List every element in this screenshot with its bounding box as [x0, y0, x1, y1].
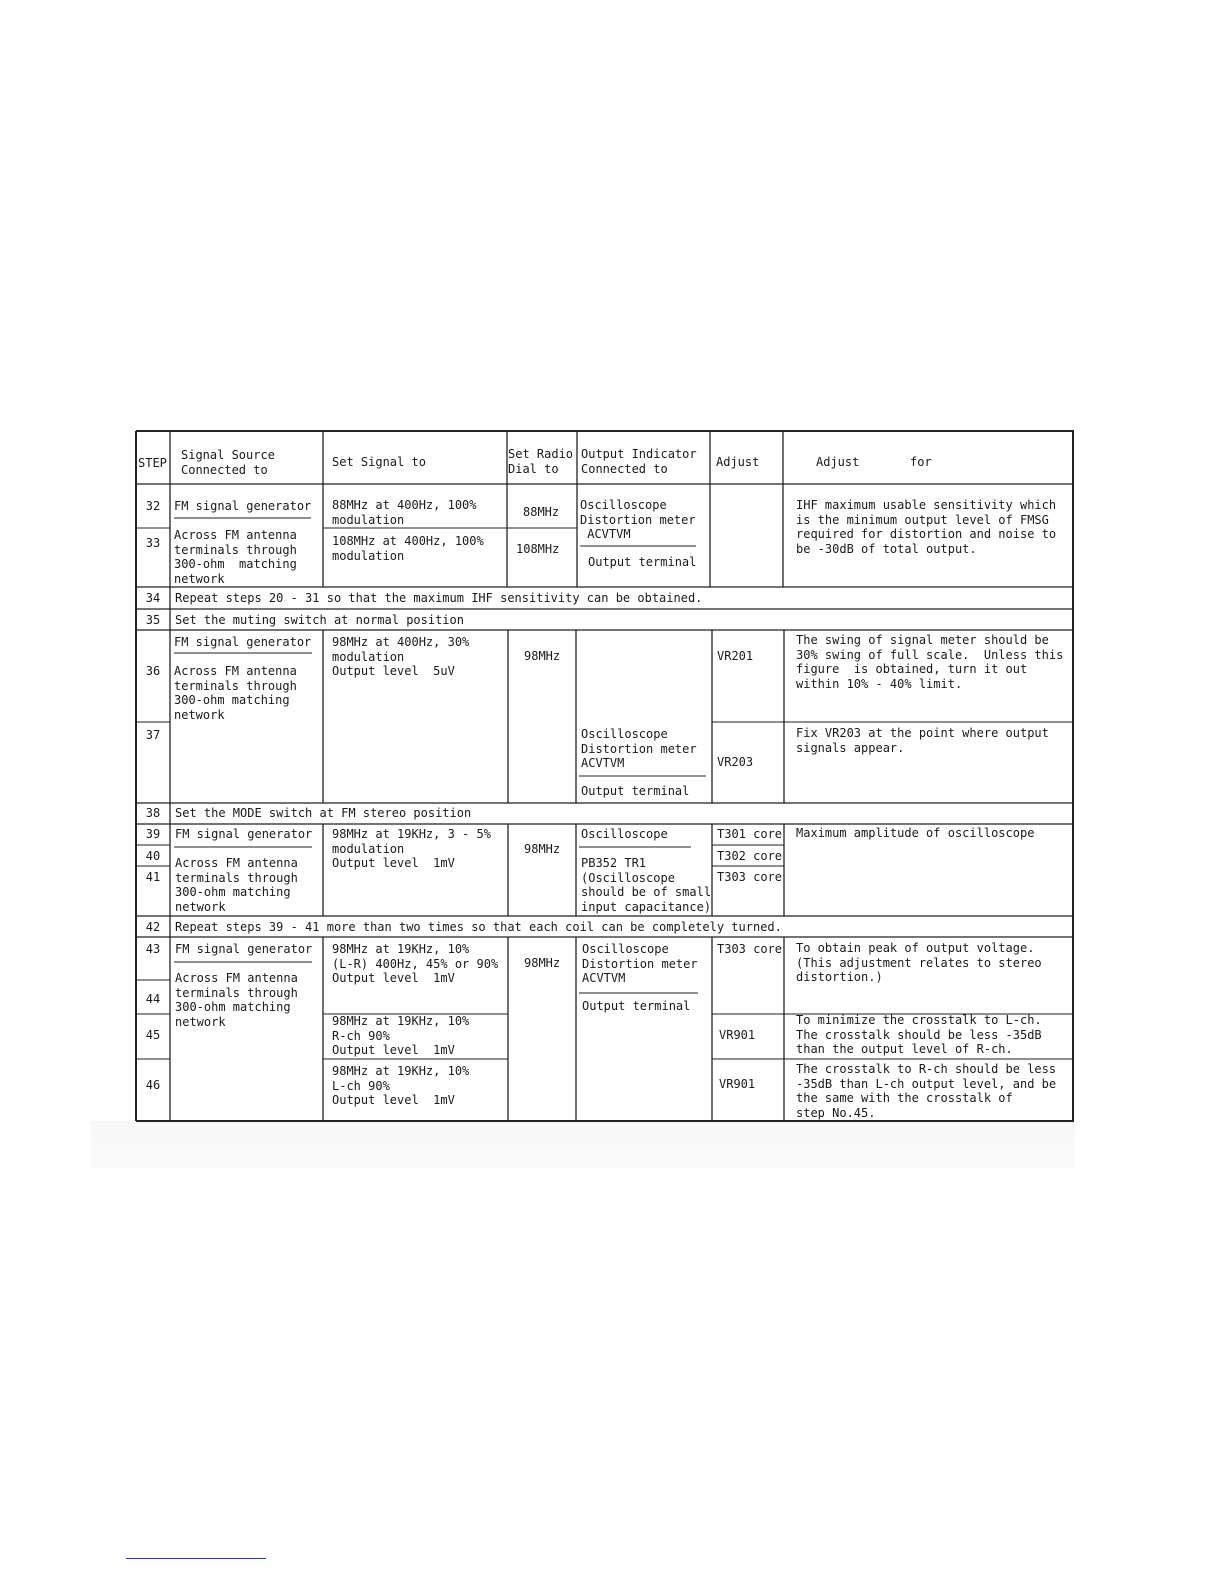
set-signal: 98MHz at 19KHz, 10% (L-R) 400Hz, 45% or 90% Output level 1mV — [332, 942, 499, 985]
radio-dial: 88MHz — [523, 505, 560, 519]
adjust-control: VR901 — [719, 1028, 756, 1042]
adjust-for: The crosstalk to R-ch should be less -35dB than L-ch output level, and be the same with the crosstalk of step No.45. — [796, 1062, 1057, 1120]
radio-dial: 98MHz — [524, 956, 561, 970]
header-set-signal: Set Signal to — [332, 455, 426, 469]
instruction-row: Set the muting switch at normal position — [175, 613, 464, 627]
set-signal: 98MHz at 19KHz, 3 - 5% modulation Output level 1mV — [332, 827, 491, 870]
instruction-row: Repeat steps 39 - 41 more than two times so that each coil can be completely turned. — [175, 920, 782, 934]
step-number: 38 — [145, 806, 161, 820]
radio-dial: 108MHz — [516, 542, 560, 556]
step-number: 46 — [145, 1078, 161, 1092]
step-number: 43 — [145, 942, 161, 956]
adjust-for: Maximum amplitude of oscilloscope — [796, 826, 1035, 840]
output-indicator: Output terminal — [581, 784, 690, 798]
adjust-control: VR203 — [717, 755, 754, 769]
adjust-control: T302 core — [717, 849, 783, 863]
output-indicator: Output terminal — [582, 999, 691, 1013]
header-adjust: Adjust — [716, 455, 760, 469]
radio-dial: 98MHz — [524, 649, 561, 663]
output-indicator: Oscilloscope Distortion meter ACVTVM — [582, 942, 698, 985]
output-indicator: Oscilloscope Distortion meter ACVTVM — [580, 498, 696, 541]
adjust-for: To minimize the crosstalk to L-ch. The crosstalk should be less -35dB than the output level of R-ch. — [796, 1013, 1042, 1056]
output-indicator: Oscilloscope — [581, 827, 668, 841]
output-indicator: Oscilloscope Distortion meter ACVTVM — [581, 727, 697, 770]
signal-source: FM signal generator — [174, 499, 312, 513]
alignment-table — [136, 431, 1074, 1121]
instruction-row: Repeat steps 20 - 31 so that the maximum IHF sensitivity can be obtained. — [175, 591, 703, 605]
output-indicator: Output terminal — [588, 555, 697, 569]
signal-source: FM signal generator — [174, 635, 312, 649]
header-adjust-for-label: Adjust — [816, 455, 860, 469]
signal-source: Across FM antenna terminals through 300-ohm matching network — [174, 664, 297, 722]
step-number: 45 — [145, 1028, 161, 1042]
header-set-radio-dial: Set Radio Dial to — [508, 447, 574, 476]
set-signal: 108MHz at 400Hz, 100% modulation — [332, 534, 484, 563]
adjust-control: T303 core — [717, 942, 783, 956]
adjust-control: T303 core — [717, 870, 783, 884]
signal-source: FM signal generator — [175, 942, 313, 956]
adjust-for: The swing of signal meter should be 30% swing of full scale. Unless this figure is obtained, turn it out within 10% - 40% limit. — [796, 633, 1064, 691]
signal-source: Across FM antenna terminals through 300-ohm matching network — [175, 856, 298, 914]
footer-rule — [126, 1558, 266, 1559]
set-signal: 98MHz at 400Hz, 30% modulation Output level 5uV — [332, 635, 470, 678]
signal-source: Across FM antenna terminals through 300-ohm matching network — [175, 971, 298, 1029]
step-number: 37 — [145, 728, 161, 742]
header-output-indicator: Output Indicator Connected to — [581, 447, 697, 476]
output-indicator: PB352 TR1 (Oscilloscope should be of small input capacitance) — [581, 856, 712, 914]
radio-dial: 98MHz — [524, 842, 561, 856]
step-number: 33 — [145, 536, 161, 550]
instruction-row: Set the MODE switch at FM stereo position — [175, 806, 472, 820]
step-number: 39 — [145, 827, 161, 841]
adjust-for: Fix VR203 at the point where output signals appear. — [796, 726, 1049, 755]
step-number: 40 — [145, 849, 161, 863]
signal-source: FM signal generator — [175, 827, 313, 841]
step-number: 32 — [145, 499, 161, 513]
header-signal-source: Signal Source Connected to — [181, 448, 275, 477]
step-number: 36 — [145, 664, 161, 678]
adjust-control: VR201 — [717, 649, 754, 663]
adjust-for: To obtain peak of output voltage. (This adjustment relates to stereo distortion.) — [796, 941, 1042, 984]
header-for-label: for — [910, 455, 932, 469]
signal-source: Across FM antenna terminals through 300-ohm matching network — [174, 528, 297, 586]
step-number: 34 — [145, 591, 161, 605]
set-signal: 98MHz at 19KHz, 10% L-ch 90% Output level 1mV — [332, 1064, 470, 1107]
step-number: 44 — [145, 992, 161, 1006]
adjust-control: VR901 — [719, 1077, 756, 1091]
set-signal: 88MHz at 400Hz, 100% modulation — [332, 498, 477, 527]
set-signal: 98MHz at 19KHz, 10% R-ch 90% Output level 1mV — [332, 1014, 470, 1057]
adjust-control: T301 core — [717, 827, 783, 841]
scan-shadow — [91, 1121, 1075, 1168]
header-step: STEP — [138, 456, 167, 470]
step-number: 35 — [145, 613, 161, 627]
step-number: 41 — [145, 870, 161, 884]
step-number: 42 — [145, 920, 161, 934]
adjust-for: IHF maximum usable sensitivity which is the minimum output level of FMSG required for distortion and noise to be -30dB of total output. — [796, 498, 1057, 556]
